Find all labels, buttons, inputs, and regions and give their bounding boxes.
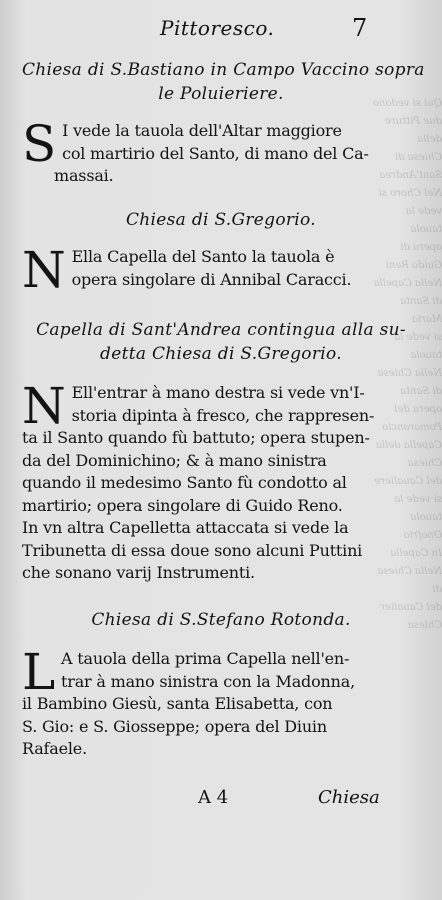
- section-paragraph: [22, 377, 420, 585]
- heading-line: detta Chiesa di S.Gregorio.: [100, 344, 342, 364]
- text-line: Rafaele.: [22, 739, 87, 758]
- section-paragraph: [22, 115, 420, 188]
- text-line: opera singolare di Annibal Caracci.: [71, 269, 352, 289]
- text-line: massai.: [54, 166, 114, 185]
- text-line: I vede la tauola dell'Altar maggiore: [62, 121, 342, 140]
- section-heading: [22, 318, 420, 366]
- text-line: trar à mano sinistra con la Madonna,: [61, 671, 355, 691]
- drop-cap: N: [22, 377, 66, 435]
- text-line: S. Gio: e S. Giosseppe; opera del Diuin: [22, 716, 327, 736]
- drop-cap: N: [22, 241, 66, 299]
- text-line: il Bambino Giesù, santa Elisabetta, con: [22, 694, 333, 713]
- page-footer: [0, 785, 442, 815]
- running-title: Pittoresco.: [160, 16, 275, 40]
- page-number: 7: [352, 14, 368, 42]
- text-line: ta il Santo quando fù battuto; opera stupen-: [22, 428, 370, 447]
- section-san-bastiano: [22, 58, 425, 188]
- text-line: Tribunetta di essa doue sono alcuni Puttini: [22, 540, 363, 560]
- text-line: storia dipinta à fresco, che rappresen-: [71, 405, 375, 425]
- signature-mark: A 4: [198, 787, 229, 808]
- text-line: col martirio del Santo, di mano del Ca-: [62, 143, 369, 163]
- drop-cap: L: [22, 643, 56, 701]
- text-line: martirio; opera singolare di Guido Reno.: [22, 495, 343, 515]
- heading-line: le Poluieriere.: [158, 84, 284, 104]
- section-heading: [22, 58, 425, 106]
- drop-cap: S: [22, 115, 57, 173]
- section-paragraph: [22, 643, 420, 761]
- text-line: Ell'entrar à mano destra si vede vn'I-: [71, 383, 365, 402]
- section-heading: [22, 608, 420, 632]
- section-heading: [22, 208, 420, 232]
- catchword: Chiesa: [318, 787, 380, 808]
- text-line: che sonano varij Instrumenti.: [22, 563, 255, 582]
- section-paragraph: [22, 241, 420, 299]
- heading-line: Chiesa di S.Stefano Rotonda.: [91, 610, 351, 630]
- heading-line: Chiesa di S.Gregorio.: [126, 210, 316, 230]
- section-sant-andrea: [22, 318, 420, 585]
- show-through-bleed: Quì si vedono due Pitture della Chiesa di Sant'Andrea Nel Choro si vede la tauola opera di Guido Reni Nella Capella di Santa Maria si vede la tauola Nella Chiesa di Santa opera del Pomarancio Capella della Chiesa del Caualiere si vede la tauola Onofrio In Capella Nella Chiesa di del Caualier Chiesa: [373, 98, 442, 631]
- text-line: Ella Capella del Santo la tauola è: [71, 247, 335, 266]
- heading-line: Chiesa di S.Bastiano in Campo Vaccino sopra: [22, 60, 425, 80]
- text-line: da del Dominichino; & à mano sinistra: [22, 450, 327, 470]
- heading-line: Capella di Sant'Andrea contingua alla su-: [36, 320, 406, 340]
- section-san-gregorio: [22, 208, 420, 299]
- text-line: quando il medesimo Santo fù condotto al: [22, 473, 347, 492]
- text-line: In vn altra Capelletta attaccata si vede la: [22, 518, 349, 537]
- running-header: [0, 12, 442, 42]
- section-santo-stefano-rotondo: [22, 608, 420, 761]
- text-line: A tauola della prima Capella nell'en-: [61, 649, 350, 668]
